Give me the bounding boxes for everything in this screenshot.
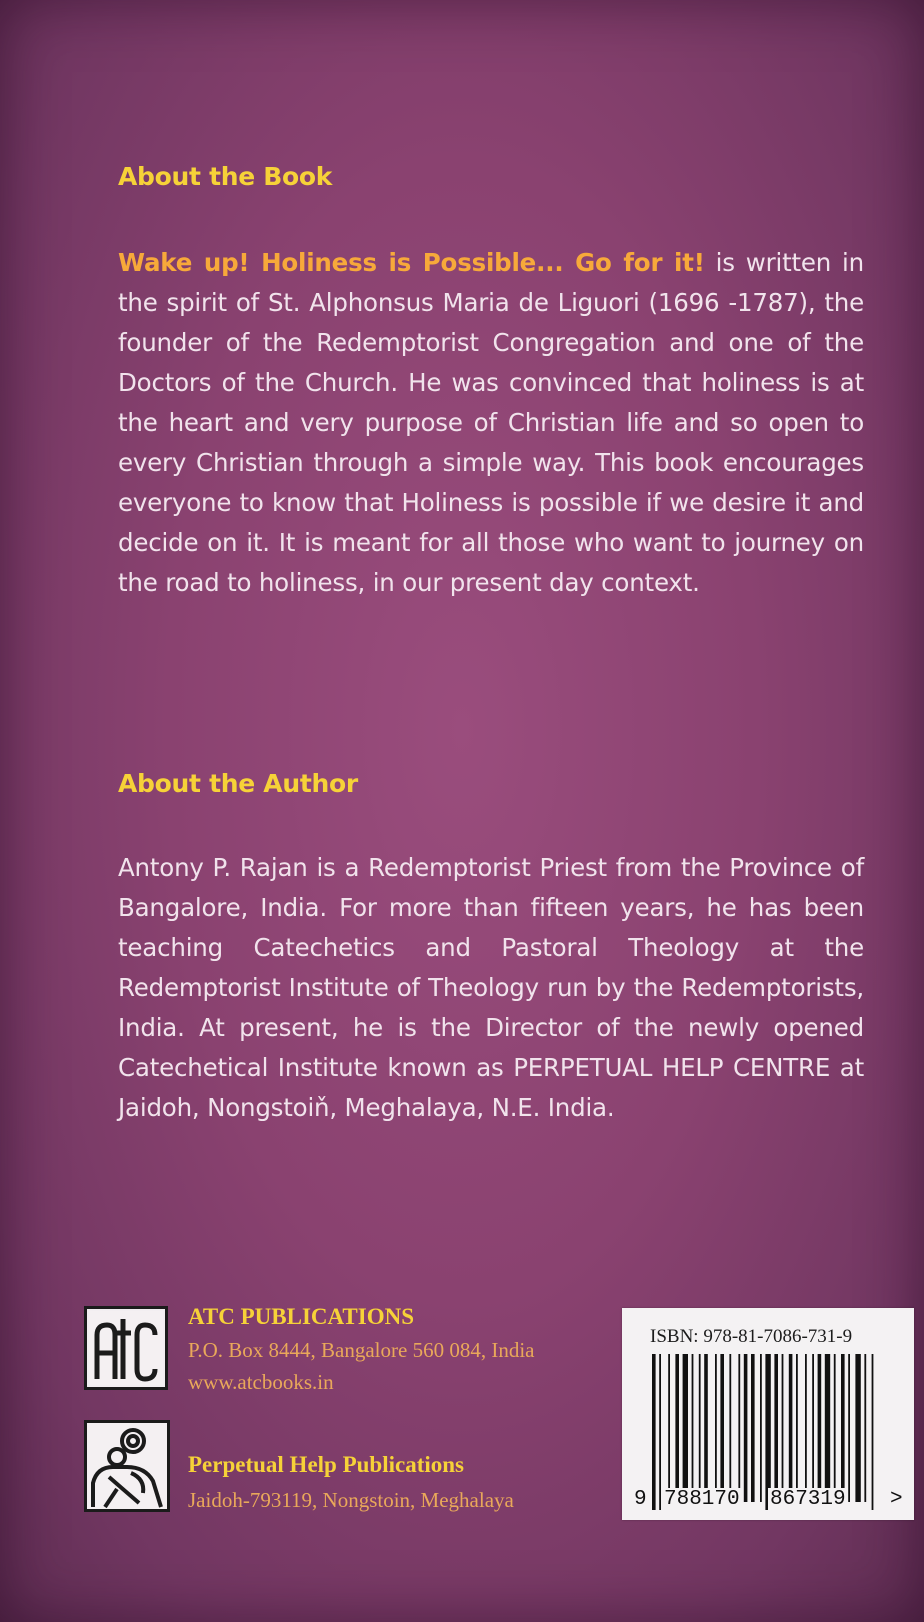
book-title-highlight: Wake up! Holiness is Possible... Go for it!	[118, 248, 705, 277]
atc-publisher-address: P.O. Box 8444, Bangalore 560 084, India	[188, 1338, 535, 1362]
atc-publisher-website[interactable]: www.atcbooks.in	[188, 1370, 334, 1394]
barcode-digits-group2: 867319	[770, 1488, 846, 1511]
perpetual-help-publisher-name: Perpetual Help Publications	[188, 1452, 464, 1477]
perpetual-help-publisher-address: Jaidoh-793119, Nongstoin, Meghalaya	[188, 1488, 514, 1512]
atc-logo-icon	[84, 1306, 168, 1390]
perpetual-help-logo-icon	[84, 1420, 170, 1512]
atc-publisher-name: ATC PUBLICATIONS	[188, 1304, 414, 1329]
about-author-heading: About the Author	[118, 769, 358, 798]
barcode-digit-first: 9	[634, 1488, 647, 1511]
barcode-end-marker: >	[890, 1488, 903, 1511]
about-book-body: is written in the spirit of St. Alphonsus Maria de Liguori (1696 -1787), the founder of the Redemptorist Congregation and one of the Doctors of the Church. He was convinced that holiness is at the heart and very purpose of Christian life and so open to every Christian through a simple way. This book encourages everyone to know that Holiness is possible if we desire it and decide on it. It is meant for all those who want to journey on the road to holiness, in our present day context.	[118, 248, 864, 597]
about-book-paragraph	[118, 243, 864, 603]
about-author-paragraph: Antony P. Rajan is a Redemptorist Priest from the Province of Bangalore, India. For more than fifteen years, he has been teaching Catechetics and Pastoral Theology at the Redemptorist Institute of Theology run by the Redemptorists, India. At present, he is the Director of the newly opened Catechetical Institute known as PERPETUAL HELP CENTRE at Jaidoh, Nongstoiň, Meghalaya, N.E. India.	[118, 853, 864, 1122]
isbn-barcode-sticker	[622, 1308, 914, 1520]
barcode-digits-group1: 788170	[664, 1488, 740, 1511]
isbn-label: ISBN: 978-81-7086-731-9	[650, 1326, 853, 1347]
about-book-heading: About the Book	[118, 162, 333, 191]
